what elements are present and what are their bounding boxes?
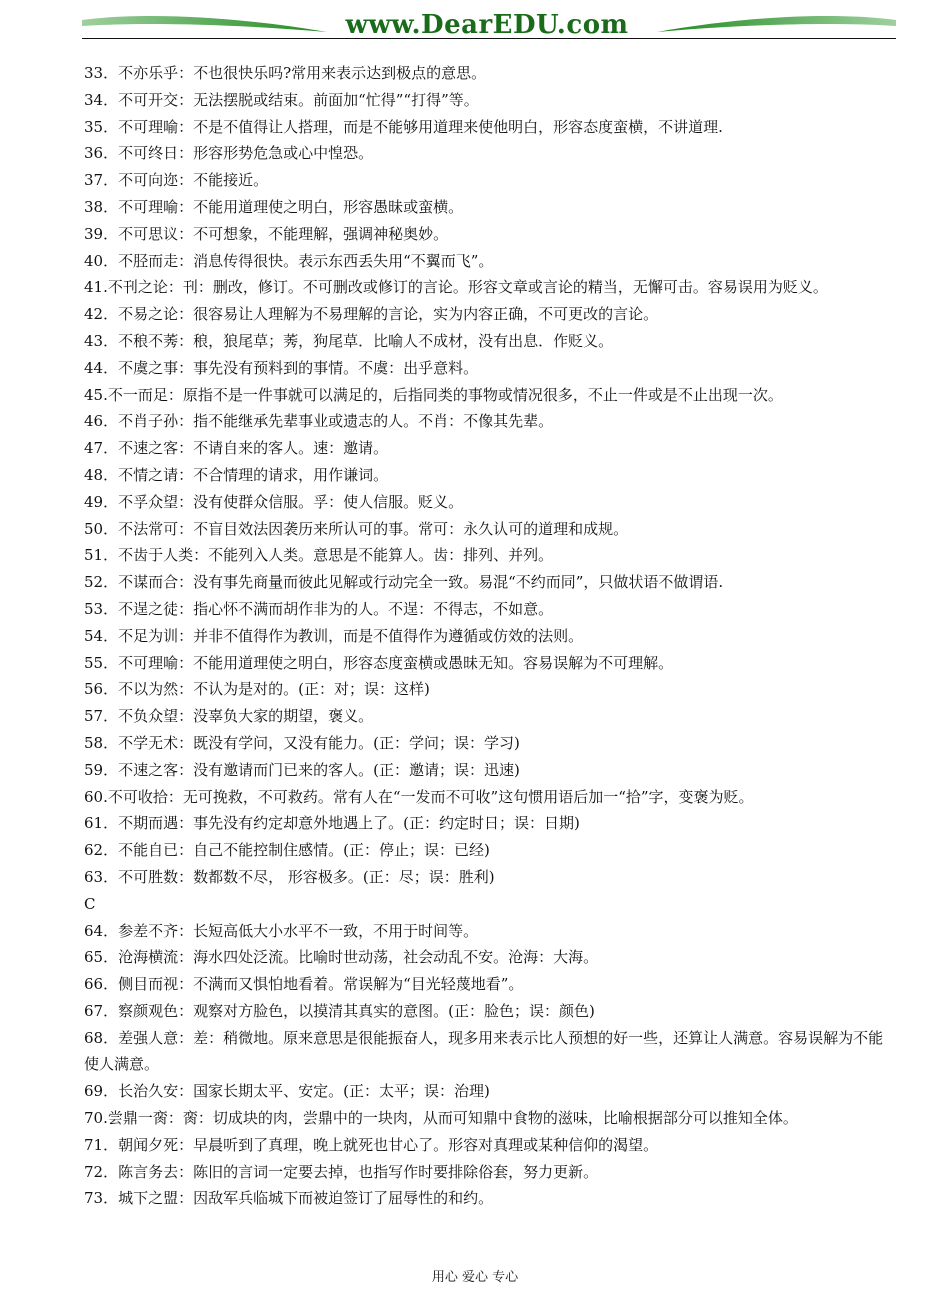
idiom-entry: 33．不亦乐乎：不也很快乐吗?常用来表示达到极点的意思。	[84, 64, 487, 82]
idiom-entry: 71．朝闻夕死：早晨听到了真理，晚上就死也甘心了。形容对真理或某种信仰的渴望。	[84, 1135, 659, 1154]
idiom-entry: 69．长治久安：国家长期太平、安定。(正：太平；误：治理)	[84, 1082, 490, 1101]
idiom-entry: 48．不情之请：不合情理的请求，用作谦词。	[84, 465, 389, 484]
idiom-entry: 47．不速之客：不请自来的客人。速：邀请。	[84, 439, 389, 458]
idiom-entry: 57．不负众望：没辜负大家的期望，褒义。	[84, 707, 374, 726]
idiom-entry: 63．不可胜数：数都数不尽， 形容极多。(正：尽；误：胜利)	[84, 867, 495, 886]
idiom-entry: 46．不肖子孙：指不能继承先辈事业或遗志的人。不肖：不像其先辈。	[84, 412, 554, 431]
idiom-entry: 70.尝鼎一脔：脔：切成块的肉，尝鼎中的一块肉，从而可知鼎中食物的滋味，比喻根据部分可以推知全体。	[84, 1109, 798, 1128]
idiom-entry: 65．沧海横流：海水四处泛流。比喻时世动荡，社会动乱不安。沧海：大海。	[84, 948, 599, 967]
idiom-entry: 73．城下之盟：因敌军兵临城下而被迫签订了屈辱性的和约。	[84, 1189, 494, 1208]
site-title[interactable]: www.DearEDU.com	[345, 10, 629, 40]
idiom-entry: 56．不以为然：不认为是对的。(正：对；误：这样)	[84, 680, 430, 699]
idiom-entry: 61．不期而遇：事先没有约定却意外地遇上了。(正：约定时日；误：日期)	[84, 814, 580, 833]
section-letter: C	[84, 894, 96, 913]
idiom-entry: 44．不虞之事：事先没有预料到的事情。不虞：出乎意料。	[84, 358, 479, 377]
idiom-entry: 50．不法常可：不盲目效法因袭历来所认可的事。常可：永久认可的道理和成规。	[84, 519, 629, 538]
idiom-entry: 45.不一而足：原指不是一件事就可以满足的，后指同类的事物或情况很多，不止一件或是不止出现一次。	[84, 385, 783, 404]
idiom-entry: 38．不可理喻：不能用道理使之明白，形容愚昧或蛮横。	[84, 197, 464, 216]
site-header	[82, 6, 896, 46]
idiom-entry: 51．不齿于人类：不能列入人类。意思是不能算人。齿：排列、并列。	[84, 546, 554, 565]
idiom-entry: 35．不可理喻：不是不值得让人搭理，而是不能够用道理来使他明白，形容态度蛮横，不讲道理.	[84, 117, 723, 136]
idiom-entry: 36．不可终日：形容形势危急或心中惶恐。	[84, 144, 374, 163]
idiom-entry: 72．陈言务去：陈旧的言词一定要去掉，也指写作时要排除俗套，努力更新。	[84, 1162, 599, 1181]
idiom-entry: 58．不学无术：既没有学问，又没有能力。(正：学问；误：学习)	[84, 733, 520, 752]
idiom-entry: 40．不胫而走：消息传得很快。表示东西丢失用“不翼而飞”。	[84, 251, 494, 270]
idiom-entry: 60.不可收拾：无可挽救，不可救药。常有人在“一发而不可收”这句惯用语后加一“拾”字，变褒为贬。	[84, 787, 754, 806]
idiom-entry: 62．不能自已：自己不能控制住感情。(正：停止；误：已经)	[84, 841, 490, 860]
idiom-entry: 41.不刊之论：刊：删改，修订。不可删改或修订的言论。形容文章或言论的精当，无懈可击。容易误用为贬义。	[84, 278, 828, 297]
idiom-entry: 37．不可向迩：不能接近。	[84, 171, 269, 190]
idiom-list	[84, 60, 898, 1212]
page-footer: 用心 爱心 专心	[431, 1270, 519, 1285]
idiom-entry: 34．不可开交：无法摆脱或结束。前面加“忙得”“打得”等。	[84, 90, 479, 109]
idiom-entry: 39．不可思议：不可想象，不能理解，强调神秘奥妙。	[84, 224, 449, 243]
idiom-entry: 54．不足为训：并非不值得作为教训，而是不值得作为遵循或仿效的法则。	[84, 626, 584, 645]
idiom-entry: 53．不逞之徒：指心怀不满而胡作非为的人。不逞：不得志，不如意。	[84, 599, 554, 618]
idiom-entry: 67．察颜观色：观察对方脸色，以摸清其真实的意图。(正：脸色；误：颜色)	[84, 1001, 595, 1020]
idiom-entry: 59．不速之客：没有邀请而门已来的客人。(正：邀请；误：迅速)	[84, 760, 520, 779]
idiom-entry: 49．不孚众望：没有使群众信服。孚：使人信服。贬义。	[84, 492, 464, 511]
idiom-entry: 66．侧目而视：不满而又惧怕地看着。常误解为“目光轻蔑地看”。	[84, 975, 524, 994]
idiom-entry: 52．不谋而合：没有事先商量而彼此见解或行动完全一致。易混“不约而同”，只做状语不做谓语.	[84, 573, 724, 592]
idiom-entry: 43．不稂不莠：稂，狼尾草；莠，狗尾草．比喻人不成材，没有出息．作贬义。	[84, 331, 614, 350]
idiom-entry: 55．不可理喻：不能用道理使之明白，形容态度蛮横或愚昧无知。容易误解为不可理解。	[84, 653, 674, 672]
idiom-entry: 42．不易之论：很容易让人理解为不易理解的言论，实为内容正确，不可更改的言论。	[84, 305, 659, 324]
idiom-entry: 68．差强人意：差：稍微地。原来意思是很能振奋人，现多用来表示比人预想的好一些，还算让人满意。容易误解为不能使人满意。	[84, 1028, 884, 1074]
header-divider	[82, 38, 896, 39]
idiom-entry: 64．参差不齐：长短高低大小水平不一致，不用于时间等。	[84, 921, 479, 940]
